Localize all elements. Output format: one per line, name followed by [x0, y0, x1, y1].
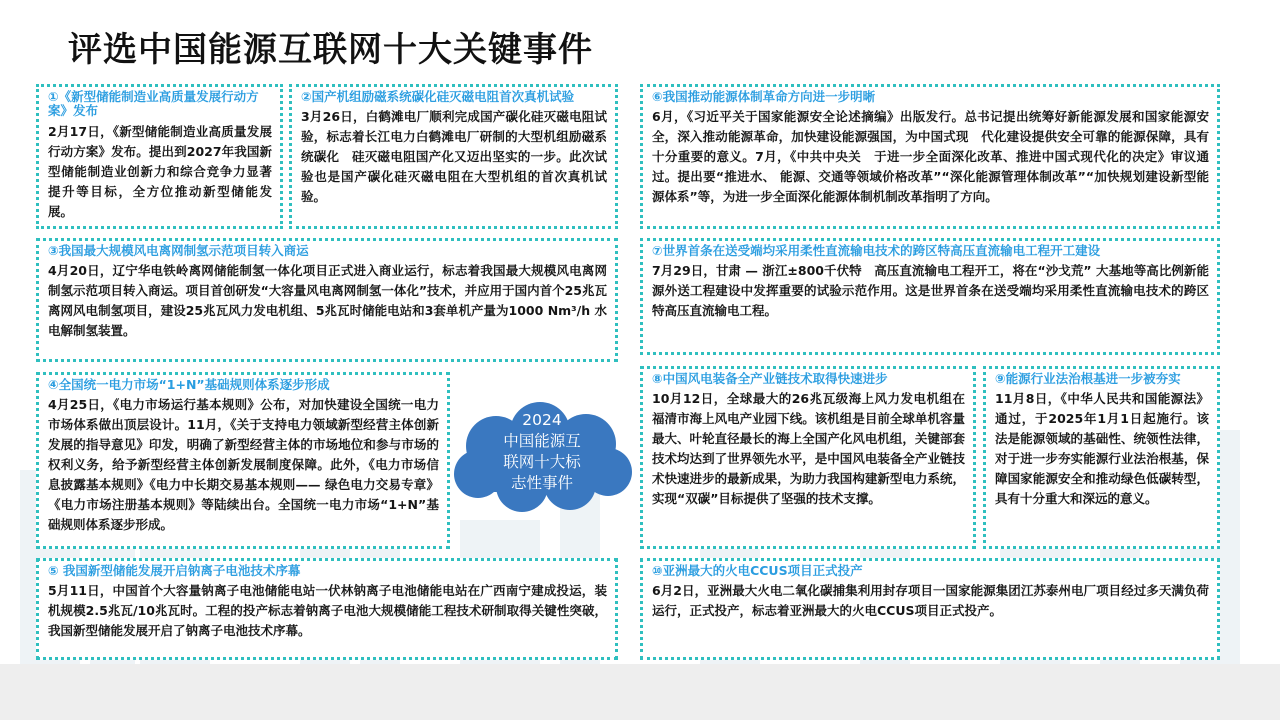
event-title: ⑩亚洲最大的火电CCUS项目正式投产: [652, 563, 863, 578]
event-card-4: [36, 372, 450, 549]
event-card-9: [983, 366, 1220, 549]
page-title: 评选中国能源互联网十大关键事件: [68, 30, 593, 70]
event-card-5: [36, 558, 618, 660]
badge-line-2: 联网十大标: [503, 453, 581, 471]
event-title: ①《新型储能制造业高质量发展行动方案》发布: [48, 89, 259, 118]
badge-line-1: 中国能源互: [503, 432, 581, 450]
event-body: 7月29日，甘肃 — 浙江±800千伏特 高压直流输电工程开工，将在“沙戈荒” 大基地等高比例新能源外送工程建设中发挥重要的试验示范作用。这是世界首条在送受端均采用柔性直流输电技术的跨区特高压直流输电工程。: [652, 263, 1209, 318]
event-body: 11月8日，《中华人民共和国能源法》通过，于2025年1月1日起施行。该法是能源领域的基础性、统领性法律，对于进一步夯实能源行业法治根基，保障国家能源安全和推动绿色低碳转型，具有十分重大和深远的意义。: [995, 391, 1209, 506]
event-card-2: [289, 84, 618, 229]
footer-band: [0, 664, 1280, 720]
event-card-10: [640, 558, 1220, 660]
event-card-7: [640, 238, 1220, 355]
event-body: 4月25日，《电力市场运行基本规则》公布，对加快建设全国统一电力市场体系做出顶层设计。11月，《关于支持电力领域新型经营主体创新发展的指导意见》印发，明确了新型经营主体的市场地位和参与市场的权利义务，给予新型经营主体创新发展制度保障。此外，《电力市场信息披露基本规则》《电力中长期交易基本规则—— 绿色电力交易专章》《电力市场注册基本规则》等陆续出台。全国统一电力市场“1+N”基础规则体系逐步形成。: [48, 397, 439, 532]
event-card-8: [640, 366, 976, 549]
event-card-1: [36, 84, 283, 229]
event-title: ⑤ 我国新型储能发展开启钠离子电池技术序幕: [48, 563, 301, 578]
event-body: 2月17日，《新型储能制造业高质量发展行动方案》发布。提出到2027年我国新型储能制造业创新力和综合竞争力显著提升等目标，全方位推动新型储能发展。: [48, 124, 272, 219]
event-body: 6月，《习近平关于国家能源安全论述摘编》出版发行。总书记提出统筹好新能源发展和国家能源安全，深入推动能源革命，加快建设能源强国，为中国式现 代化建设提供安全可靠的能源保障，具有十分重要的意义。7月，《中共中央关 于进一步全面深化改革、推进中国式现代化的决定》审议通过。提出要“推进水、 能源、交通等领域价格改革”“深化能源管理体制改革”“加快规划建设新型能源体系”等，为进一步全面深化能源体制机制改革指明了方向。: [652, 109, 1209, 204]
event-body: 4月20日，辽宁华电铁岭离网储能制氢一体化项目正式进入商业运行，标志着我国最大规模风电离网制氢示范项目转入商运。项目首创研发“大容量风电离网制氢一体化”技术，并应用于国内首个25兆瓦离网风电制氢项目，建设25兆瓦风力发电机组、5兆瓦时储能电站和3套单机产量为1000 Nm³/h 水电解制氢装置。: [48, 263, 607, 338]
event-title: ②国产机组励磁系统碳化硅灭磁电阻首次真机试验: [301, 89, 575, 104]
badge-line-3: 志性事件: [510, 474, 573, 492]
event-title: ④全国统一电力市场“1+N”基础规则体系逐步形成: [48, 377, 330, 392]
cloud-badge: [448, 402, 636, 512]
event-card-6: [640, 84, 1220, 229]
event-title: ⑦世界首条在送受端均采用柔性直流输电技术的跨区特高压直流输电工程开工建设: [652, 243, 1101, 258]
event-title: ⑨能源行业法治根基进一步被夯实: [995, 371, 1181, 386]
event-body: 3月26日，白鹤滩电厂顺利完成国产碳化硅灭磁电阻试验，标志着长江电力白鹤滩电厂研制的大型机组励磁系统碳化 硅灭磁电阻国产化又迈出坚实的一步。此次试验也是国产碳化硅灭磁电阻在大型机组的首次真机试验。: [301, 109, 607, 204]
event-body: 10月12日，全球最大的26兆瓦级海上风力发电机组在福清市海上风电产业园下线。该机组是目前全球单机容量最大、叶轮直径最长的海上全国产化风电机组，关键部套技术均达到了世界领先水平，是中国风电装备全产业链技术快速进步的最新成果，为助力我国构建新型电力系统，实现“双碳”目标提供了坚强的技术支撑。: [652, 391, 965, 506]
event-title: ③我国最大规模风电离网制氢示范项目转入商运: [48, 243, 309, 258]
badge-year: 2024: [522, 411, 562, 429]
event-body: 5月11日，中国首个大容量钠离子电池储能电站一伏林钠离子电池储能电站在广西南宁建成投运，装机规模2.5兆瓦/10兆瓦时。工程的投产标志着钠离子电池大规模储能工程技术研制取得关键性突破，我国新型储能发展开启了钠离子电池技术序幕。: [48, 583, 607, 638]
event-body: 6月2日，亚洲最大火电二氧化碳捕集利用封存项目一国家能源集团江苏泰州电厂项目经过多天满负荷运行，正式投产，标志着亚洲最大的火电CCUS项目正式投产。: [652, 583, 1209, 618]
event-title: ⑧中国风电装备全产业链技术取得快速进步: [652, 371, 888, 386]
event-title: ⑥我国推动能源体制革命方向进一步明晰: [652, 89, 876, 104]
event-card-3: [36, 238, 618, 362]
